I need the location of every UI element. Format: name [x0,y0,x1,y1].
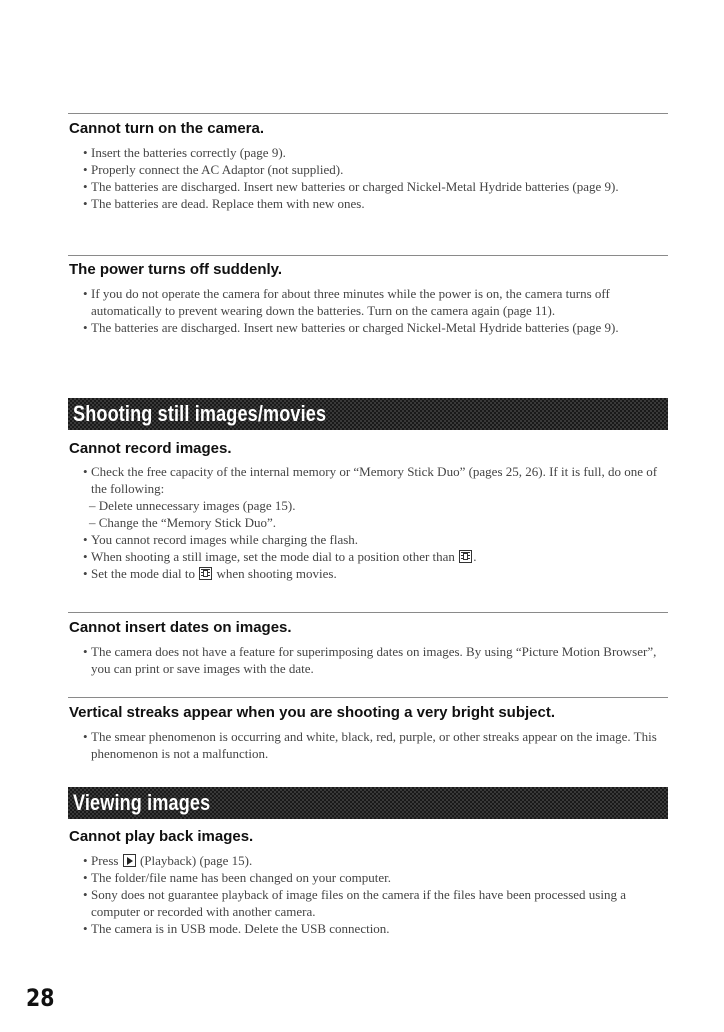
bullet: • [83,464,88,479]
heading-cannot-insert-dates: Cannot insert dates on images. [69,619,292,636]
bullet: • [83,644,88,659]
bullet: • [83,532,88,547]
section-divider [68,697,668,698]
bullet: • [83,320,88,335]
banner-shooting-title: Shooting still images/movies [73,401,327,426]
heading-cannot-play-back: Cannot play back images. [69,828,254,845]
heading-cannot-record: Cannot record images. [69,440,232,457]
list-vertical-streaks [79,728,669,762]
list-power-off [79,285,669,336]
list-subitem: – Change the “Memory Stick Duo”. [89,515,277,530]
bullet: • [83,729,88,744]
list-item: • The batteries are discharged. Insert new batteries or charged Nickel-Metal Hydride batteries (page 9). [83,320,619,335]
bullet: • [83,921,88,936]
heading-cannot-turn-on: Cannot turn on the camera. [69,120,265,137]
list-item: • When shooting a still image, set the mode dial to a position other than . [83,549,477,564]
section-divider [68,113,668,114]
bullet: • [83,286,88,301]
list-item: • Insert the batteries correctly (page 9). [83,145,286,160]
list-item: • The folder/file name has been changed on your computer. [83,870,391,885]
list-subitem: – Delete unnecessary images (page 15). [89,498,296,513]
banner-viewing [68,787,668,819]
page-number: 28 [26,984,55,1012]
list-item: • The camera does not have a feature for superimposing dates on images. By using “Picture Motion Browser”, you can print or save images with the date. [83,644,657,676]
bullet: • [83,870,88,885]
bullet: • [83,887,88,902]
heading-power-off: The power turns off suddenly. [69,261,283,278]
list-item: • Check the free capacity of the internal memory or “Memory Stick Duo” (pages 25, 26). If it is full, do one of the following: [83,464,658,496]
list-cannot-record [79,463,669,582]
banner-shooting [68,398,668,430]
section-divider [68,612,668,613]
movie-mode-icon [459,550,472,563]
bullet: • [83,853,88,868]
list-cannot-turn-on [79,144,669,212]
bullet: • [83,566,88,581]
heading-vertical-streaks: Vertical streaks appear when you are shooting a very bright subject. [69,704,555,721]
list-item: • Set the mode dial to when shooting movies. [83,566,337,581]
bullet: • [83,196,88,211]
banner-viewing-title: Viewing images [73,790,211,815]
list-item: • You cannot record images while charging the flash. [83,532,359,547]
bullet: • [83,549,88,564]
list-item: • The camera is in USB mode. Delete the USB connection. [83,921,390,936]
bullet: • [83,162,88,177]
list-cannot-play-back [79,852,669,937]
list-item: • If you do not operate the camera for about three minutes while the power is on, the camera turns off automatically to prevent wearing down the batteries. Turn on the camera again (page 11). [83,286,610,318]
list-item: • Sony does not guarantee playback of image files on the camera if the files have been processed using a computer or recorded with another camera. [83,887,626,919]
list-item: • The batteries are discharged. Insert new batteries or charged Nickel-Metal Hydride batteries (page 9). [83,179,619,194]
list-item: • The batteries are dead. Replace them with new ones. [83,196,365,211]
bullet: • [83,179,88,194]
section-divider [68,255,668,256]
list-cannot-insert-dates [79,643,669,677]
list-item: • The smear phenomenon is occurring and white, black, red, purple, or other streaks appear on the image. This phenomenon is not a malfunction. [83,729,657,761]
playback-icon [123,854,136,867]
list-item: • Properly connect the AC Adaptor (not supplied). [83,162,344,177]
bullet: • [83,145,88,160]
list-item: • Press (Playback) (page 15). [83,853,253,868]
movie-mode-icon [199,567,212,580]
